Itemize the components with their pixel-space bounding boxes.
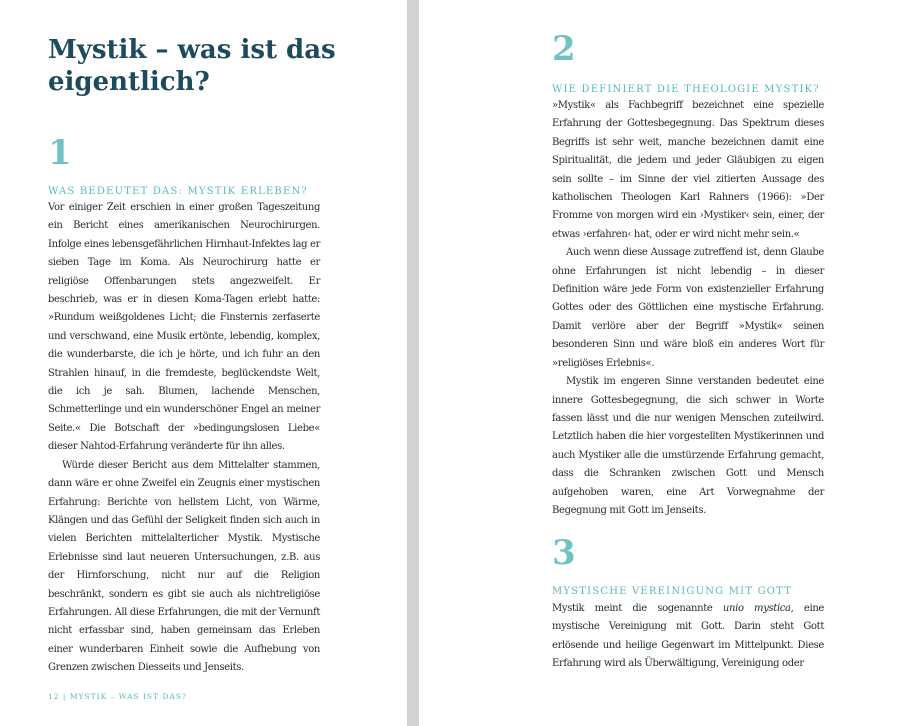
term-unio-mystica: unio mystica (722, 603, 791, 614)
section-number-1: 1 (48, 133, 72, 173)
section-number-2: 2 (552, 29, 576, 69)
paragraph: »Mystik« als Fachbegriff bezeichnet eine spezielle Erfahrung der Gottesbegegnung. Das Spektrum dieses Begriffs ist sehr weit, manche bezeichnen damit eine Spiritualität, die jedem und jeder Gläubigen zu eigen sein sollte – im Sinne der viel zitierten Aussage des katholischen Theologen Karl Rahners (1966): »Der Fromme von morgen wird ein ›Mystiker‹ sein, einer, der etwas ›erfahren‹ hat, oder er wird nicht mehr sein.« (552, 100, 824, 240)
paragraph: Mystik meint die sogenannte unio mystica, eine mystische Vereinigung mit Gott. Darin steht Gott erlösende und heilige Gegenwart im Mittelpunkt. Diese Erfahrung wird als Überwältigung, Vereinigung oder (552, 603, 824, 670)
section-heading-2: WIE DEFINIERT DIE THEOLOGIE MYSTIK? (552, 84, 820, 95)
section-body-2 (552, 97, 824, 520)
left-page (0, 0, 407, 726)
right-page (419, 0, 908, 726)
paragraph: Vor einiger Zeit erschien in einer großen Tageszeitung ein Bericht eines amerikanischen Neurochirurgen. Infolge eines lebensgefährlichen Hirnhaut-Infektes lag er sieben Tage im Koma. Als Neurochirurg hatte er religiöse Offenbarungen stets angezweifelt. Er beschrieb, was er in diesen Koma-Tagen erlebt hatte: »Rundum weißgoldenes Licht; die Finsternis zerfaserte und verschwand, eine Musik ertönte, lebendig, komplex, die wunderbarste, die ich je hörte, und ich fuhr an den Strahlen hinauf, in die fremdeste, beglückendste Welt, die ich je sah. Blumen, lachende Menschen, Schmetterlinge und ein wunderschöner Engel an meiner Seite.« Die Botschaft der »bedingungslosen Liebe« dieser Nahtod-Erfahrung veränderte für ihn alles. (48, 202, 320, 453)
section-body-3 (552, 600, 824, 674)
paragraph: Mystik im engeren Sinne verstanden bedeutet eine innere Gottesbegegnung, die sich schwer in Worte fassen lässt und die nur wenigen Menschen zuteilwird. Letztlich haben die hier vorgestellten Mystikerinnen und auch Mystiker alle die umstürzende Erfahrung gemacht, dass die Schranken zwischen Gott und Mensch aufgehoben waren, eine Art Vorwegnahme der Begegnung mit Gott im Jenseits. (552, 376, 824, 516)
section-number-3: 3 (552, 533, 576, 573)
paragraph: Auch wenn diese Aussage zutreffend ist, denn Glaube ohne Erfahrungen ist nicht lebendig – in dieser Definition wäre jede Form von existenzieller Erfahrung Gottes oder des Göttlichen eine mystische Erfahrung. Damit verlöre aber der Begriff »Mystik« seinen besonderen Sinn und wäre bloß ein anderes Wort für »religiöses Erlebnis«. (552, 247, 824, 369)
paragraph: Würde dieser Bericht aus dem Mittelalter stammen, dann wäre er ohne Zweifel ein Zeugnis einer mystischen Erfahrung: Berichte von hellstem Licht, von Wärme, Klängen und das Gefühl der Seligkeit finden sich auch in vielen Berichten mittelalterlicher Mystik. Mystische Erlebnisse sind laut neueren Untersuchungen, z.B. aus der Hirnforschung, nicht nur auf die Religion beschränkt, sondern es gibt sie auch als nichtreligiöse Erfahrungen. All diese Erfahrungen, die mit der Vernunft nicht erfassbar sind, haben gemeinsam das Erleben einer wunderbaren Einheit sowie die Aufhebung von Grenzen zwischen Diesseits und Jenseits. (48, 459, 320, 674)
book-gutter (407, 0, 419, 726)
section-heading-3: MYSTISCHE VEREINIGUNG MIT GOTT (552, 586, 793, 597)
chapter-title: Mystik – was ist das eigentlich? (48, 35, 336, 97)
section-body-1 (48, 199, 320, 678)
section-heading-1: WAS BEDEUTET DAS: MYSTIK ERLEBEN? (48, 186, 308, 197)
page-footer: 12 | MYSTIK – WAS IST DAS? (48, 692, 188, 701)
